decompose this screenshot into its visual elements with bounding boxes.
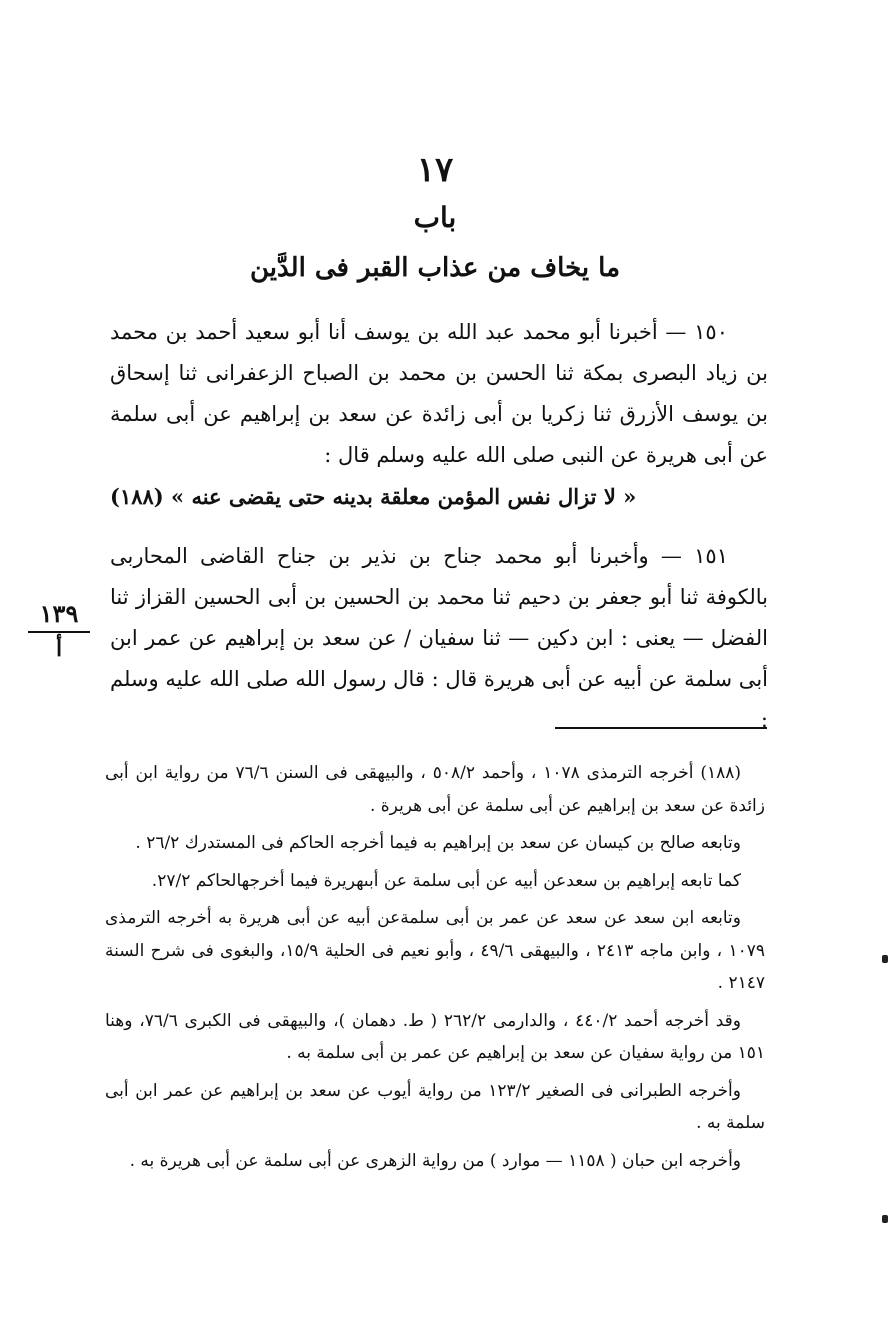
footnote-paragraph: وأخرجه الطبرانى فى الصغير ١٢٣/٢ من رواية أيوب عن سعد بن إبراهيم عن عمر ابن أبى سلمة به .	[105, 1080, 765, 1133]
folio-marker	[28, 600, 90, 663]
hadith-150	[110, 312, 768, 517]
footnote-paragraph: وقد أخرجه أحمد ٤٤٠/٢ ، والدارمى ٢٦٢/٢ ( ط. دهمان )، والبيهقى فى الكبرى ٧٦/٦، وهنا ١٥١ من رواية سفيان عن سعد بن إبراهيم عن عمر بن أبى سلمة به .	[105, 1010, 765, 1063]
hadith-151	[110, 536, 768, 741]
footnote-188: (١٨٨) أخرجه الترمذى ١٠٧٨ ، وأحمد ٥٠٨/٢ ، والبيهقى فى السنن ٧٦/٦ من رواية ابن أبى زائدة عن سعد بن إبراهيم عن أبى سلمة عن أبى هريرة .	[105, 763, 765, 816]
chapter-title: ما يخاف من عذاب القبر فى الدَّين	[249, 253, 621, 283]
hadith-151-text: ١٥١ — وأخبرنا أبو محمد جناح بن نذير بن جناح القاضى المحاربى بالكوفة ثنا أبو جعفر بن دحيم ثنا محمد بن الحسين بن أبى الحسين القزاز ثنا الفضل — يعنى : ابن دكين — ثنا سفيان / عن سعد بن إبراهيم عن عمر ابن أبى سلمة عن أبيه عن أبى هريرة قال : قال رسول الله صلى الله عليه وسلم :	[110, 544, 768, 732]
scan-mark	[882, 1215, 888, 1223]
folio-number: ١٣٩	[39, 599, 79, 628]
folio-side: أ	[55, 636, 63, 662]
footnote-paragraph: وأخرجه ابن حبان ( ١١٥٨ — موارد ) من رواية الزهرى عن أبى سلمة عن أبى هريرة به .	[129, 1150, 741, 1171]
section-label: باب	[413, 201, 457, 234]
hadith-150-text: ١٥٠ — أخبرنا أبو محمد عبد الله بن يوسف أنا أبو سعيد أحمد بن محمد بن زياد البصرى بمكة ثنا الحسن بن محمد بن الصباح الزعفرانى ثنا إسحاق بن يوسف الأزرق ثنا زكريا بن أبى زائدة عن سعد بن إبراهيم عن أبى سلمة عن أبى هريرة عن النبى صلى الله عليه وسلم قال :	[110, 320, 768, 467]
footnote-paragraph: كما تابعه إبراهيم بن سعدعن أبيه عن أبى سلمة عن أبىهريرة فيما أخرجهالحاكم ٢٧/٢.	[151, 870, 741, 891]
footnote-separator	[555, 727, 767, 729]
footnote-paragraph: وتابعه صالح بن كيسان عن سعد بن إبراهيم به فيما أخرجه الحاكم فى المستدرك ٢٦/٢ .	[135, 833, 741, 853]
folio-divider	[28, 631, 90, 633]
scan-mark	[882, 955, 888, 963]
footnotes	[105, 757, 765, 1182]
footnote-paragraph: وتابعه ابن سعد عن سعد عن عمر بن أبى سلمةعن أبيه عن أبى هريرة به أخرجه الترمذى ١٠٧٩ ، وابن ماجه ٢٤١٣ ، والبيهقى ٤٩/٦ ، وأبو نعيم فى الحلية ١٥/٩، والبغوى فى شرح السنة ٢١٤٧ .	[105, 908, 765, 993]
hadith-150-quote: « لا تزال نفس المؤمن معلقة بدينه حتى يقضى عنه » (١٨٨)	[110, 484, 637, 509]
chapter-number: ١٧	[416, 150, 454, 190]
